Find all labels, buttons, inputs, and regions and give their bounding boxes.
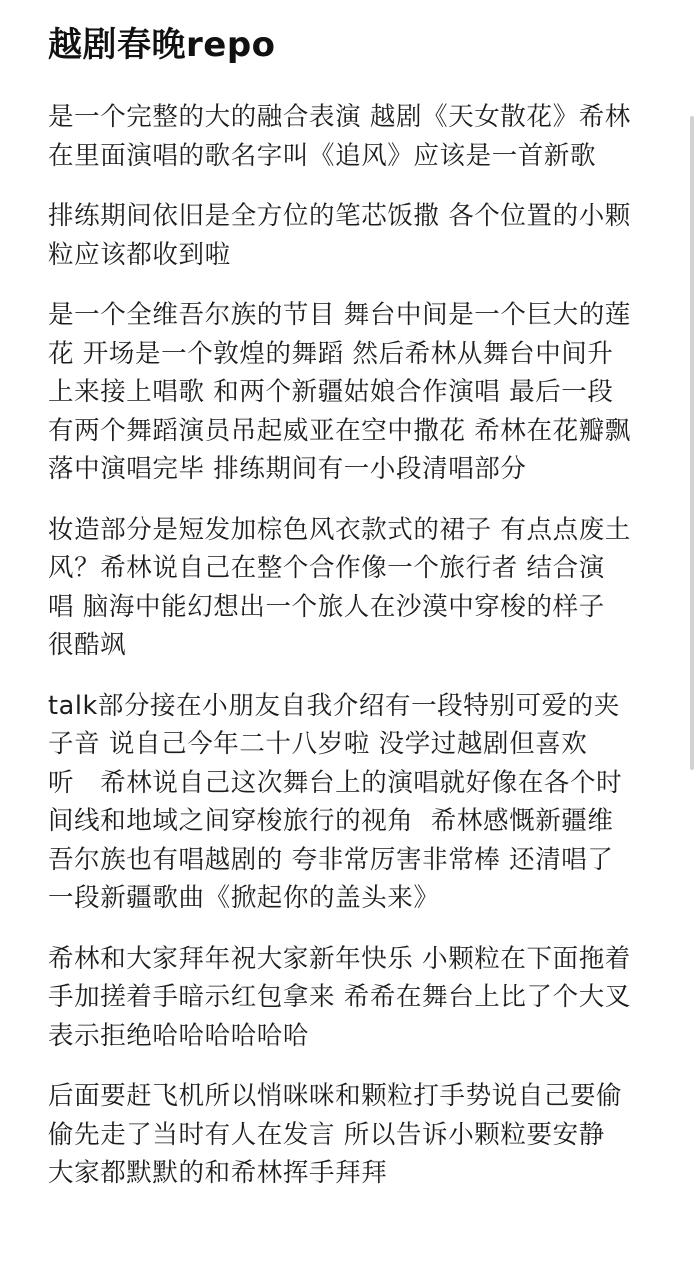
scrollbar[interactable]: [690, 116, 694, 770]
text-line: 间线和地域之间穿梭旅行的视角 希林感慨新疆维: [48, 806, 614, 836]
text-line: 听 希林说自己这次舞台上的演唱就好像在各个时: [48, 767, 623, 798]
text-line: 一段新疆歌曲《掀起你的盖头来》: [48, 883, 440, 913]
paragraph-2: [48, 197, 670, 274]
text-line: 上来接上唱歌 和两个新疆姑娘合作演唱 最后一段: [48, 377, 614, 407]
text-line: 子音 说自己今年二十八岁啦 没学过越剧但喜欢: [48, 729, 588, 759]
text-line: 吾尔族也有唱越剧的 夸非常厉害非常棒 还清唱了: [48, 844, 614, 875]
post-title: 越剧春晚repo: [48, 25, 276, 65]
text-line: 排练期间依旧是全方位的笔芯饭撒 各个位置的小颗: [48, 201, 631, 231]
paragraph-4: [48, 511, 670, 665]
text-line: 很酷飒: [48, 630, 127, 660]
text-line: 后面要赶飞机所以悄咪咪和颗粒打手势说自己要偷: [48, 1081, 623, 1111]
text-line: 风？希林说自己在整个合作像一个旅行者 结合演: [48, 553, 605, 583]
paragraph-1: [48, 98, 670, 175]
text-line: 希林和大家拜年祝大家新年快乐 小颗粒在下面拖着: [48, 943, 631, 974]
text-line: 在里面演唱的歌名字叫《追风》应该是一首新歌: [48, 140, 597, 171]
text-line: 粒应该都收到啦: [48, 239, 231, 270]
paragraph-7: [48, 1077, 670, 1193]
text-line: 手加搓着手暗示红包拿来 希希在舞台上比了个大叉: [48, 982, 631, 1012]
text-line: 落中演唱完毕 排练期间有一小段清唱部分: [48, 454, 527, 484]
text-line: 唱 脑海中能幻想出一个旅人在沙漠中穿梭的样子: [48, 591, 605, 622]
paragraph-6: [48, 940, 670, 1056]
text-line: 偷先走了当时有人在发言 所以告诉小颗粒要安静: [48, 1119, 605, 1150]
text-line: 是一个完整的大的融合表演 越剧《天女散花》希林: [48, 102, 631, 132]
text-line: 是一个全维吾尔族的节目 舞台中间是一个巨大的莲: [48, 300, 631, 330]
text-line: 有两个舞蹈演员吊起威亚在空中撒花 希林在花瓣飘: [48, 415, 631, 446]
paragraph-5: [48, 687, 670, 918]
paragraph-3: [48, 296, 670, 489]
text-line: 大家都默默的和希林挥手拜拜: [48, 1158, 388, 1188]
text-line: 表示拒绝哈哈哈哈哈哈: [48, 1020, 310, 1051]
text-line: 妆造部分是短发加棕色风衣款式的裙子 有点点废土: [48, 514, 631, 545]
text-line: talk部分接在小朋友自我介绍有一段特别可爱的夹: [48, 690, 620, 721]
text-line: 花 开场是一个敦煌的舞蹈 然后希林从舞台中间升: [48, 338, 614, 369]
